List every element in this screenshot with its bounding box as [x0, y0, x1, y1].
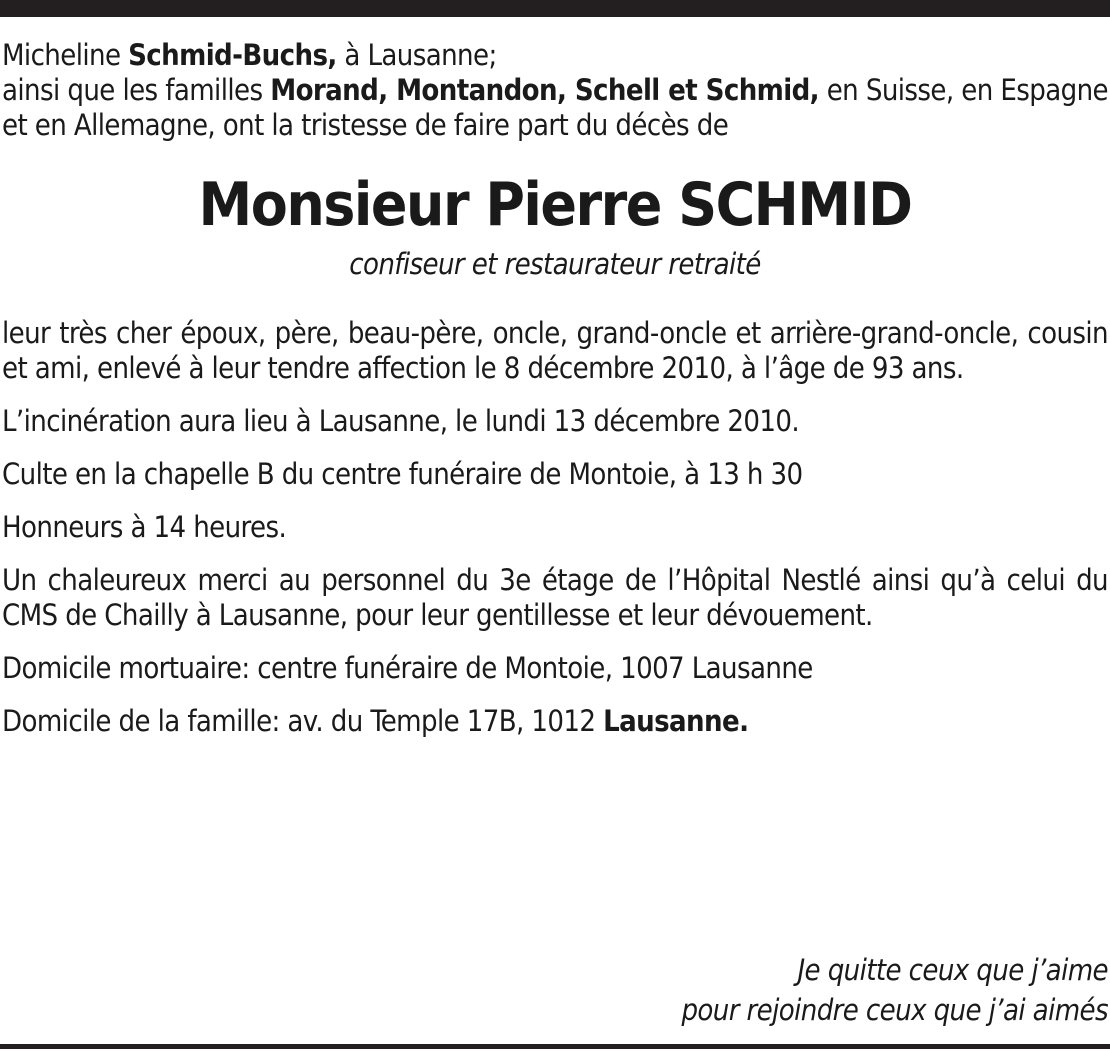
widow-first-name: Micheline — [2, 38, 121, 72]
service-paragraph: Culte en la chapelle B du centre funéraire de Montoie, à 13 h 30 — [2, 457, 803, 491]
widow-place: à Lausanne; — [344, 38, 497, 72]
families-names: Morand, Montandon, Schell et Schmid, — [270, 73, 819, 107]
relation-paragraph: leur très cher époux, père, beau-père, oncle, grand-oncle et arrière-grand-oncle, cousin et ami, enlevé à leur tendre affection le 8 décembre 2010, à l’âge de 93 ans. — [2, 316, 1108, 385]
motto-line-2: pour rejoindre ceux que j’ai aimés — [681, 993, 1108, 1027]
widow-surname: Schmid-Buchs, — [128, 38, 337, 72]
family-home-address: Domicile de la famille: av. du Temple 17B, 1012 — [2, 704, 596, 738]
honours-paragraph: Honneurs à 14 heures. — [2, 510, 287, 544]
bottom-border-rule — [0, 1044, 1110, 1049]
deceased-name: Monsieur Pierre SCHMID — [198, 170, 912, 240]
deceased-profession: confiseur et restaurateur retraité — [349, 247, 761, 281]
families-suffix: en Suisse, en Espagne et en Allemagne, ont la tristesse de faire part du décès de — [2, 73, 1108, 142]
family-home-paragraph — [2, 704, 1108, 739]
incineration-paragraph: L’incinération aura lieu à Lausanne, le lundi 13 décembre 2010. — [2, 404, 800, 438]
families-announcement — [2, 73, 1108, 143]
intro-line — [2, 38, 1108, 73]
families-prefix: ainsi que les familles — [2, 73, 263, 107]
motto-line-1: Je quitte ceux que j’aime — [797, 953, 1108, 987]
top-border-rule — [0, 0, 1110, 17]
closing-motto — [681, 950, 1108, 1030]
mortuary-paragraph: Domicile mortuaire: centre funéraire de Montoie, 1007 Lausanne — [2, 651, 813, 685]
thanks-paragraph: Un chaleureux merci au personnel du 3e étage de l’Hôpital Nestlé ainsi qu’à celui du CMS de Chailly à Lausanne, pour leur gentillesse et leur dévouement. — [2, 563, 1108, 632]
obituary-notice — [2, 38, 1108, 739]
family-home-city: Lausanne. — [603, 704, 749, 738]
